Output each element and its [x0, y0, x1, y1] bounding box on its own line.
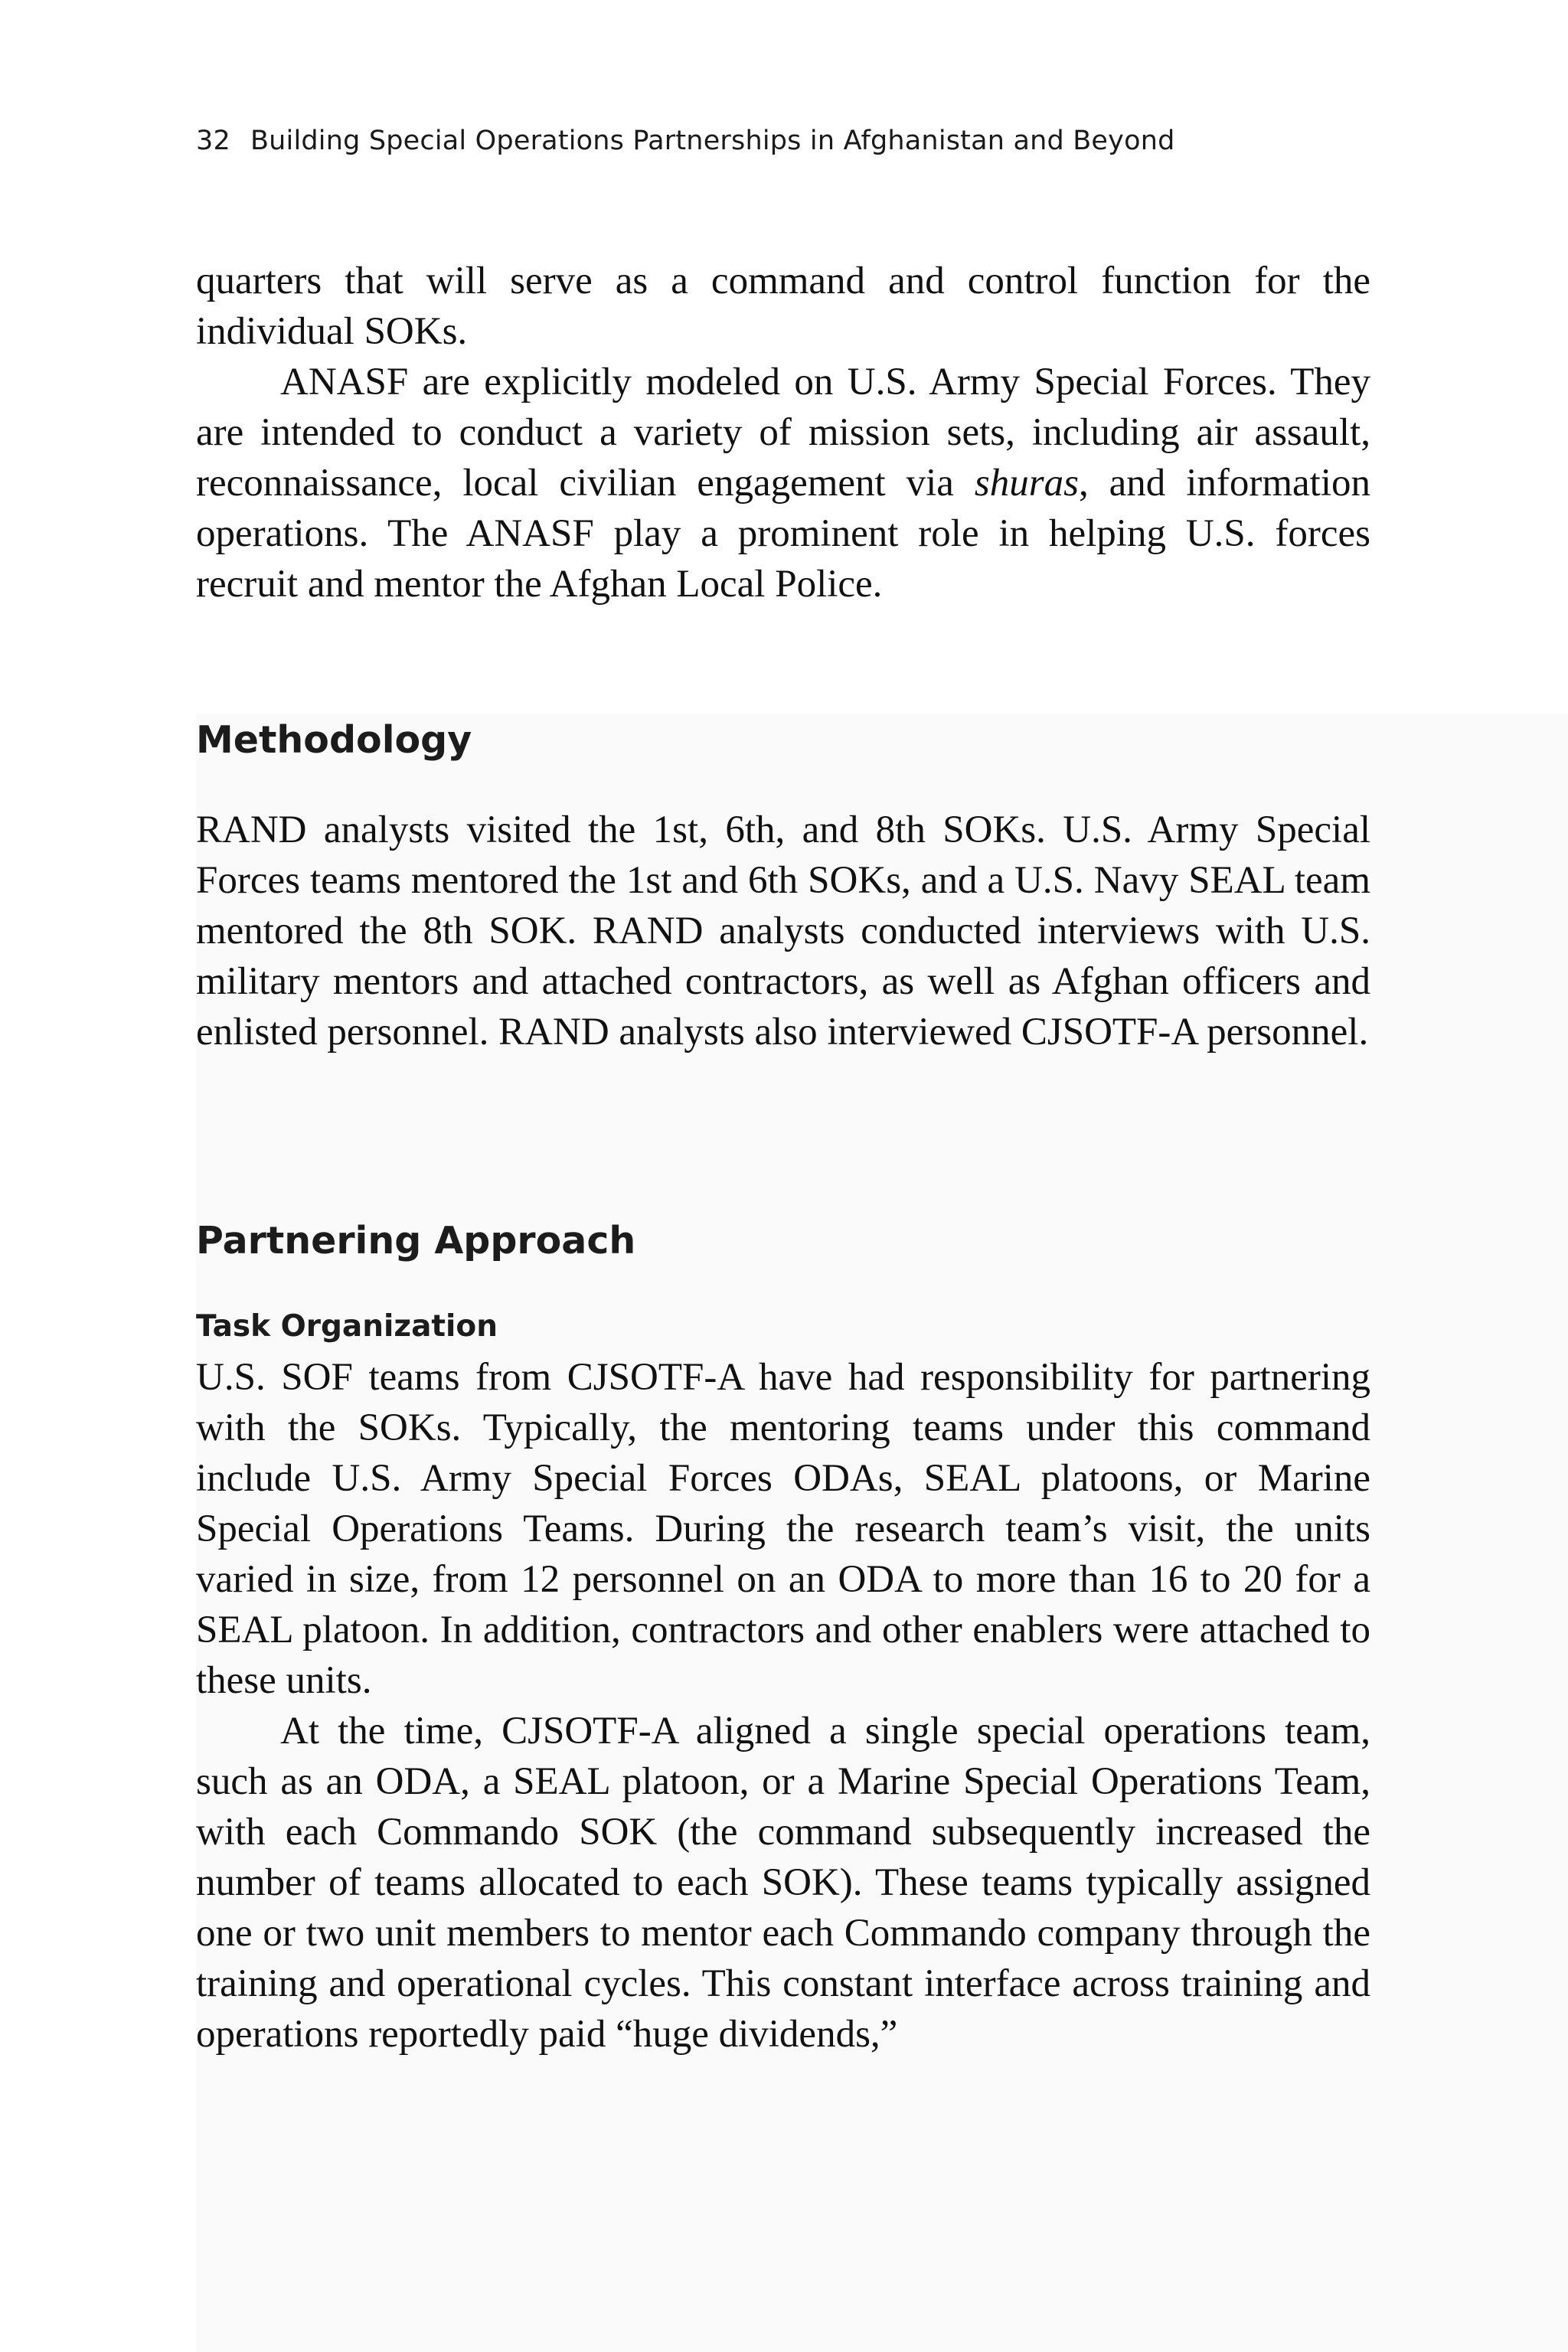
running-title: Building Special Operations Partnerships in Afghanistan and Beyond — [250, 126, 1175, 156]
page-number: 32 — [196, 126, 230, 156]
methodology-paragraph: RAND analysts visited the 1st, 6th, and 8th SOKs. U.S. Army Special Forces teams mentored the 1st and 6th SOKs, and a U.S. Navy SEAL team mentored the 8th SOK. RAND analysts conducted interviews with U.S. military mentors and attached contractors, as well as Afghan officers and enlisted personnel. RAND analysts also interviewed CJSOTF-A personnel. — [196, 808, 1370, 1054]
shuras-term: shuras — [974, 462, 1079, 505]
intro-paragraph-2-text-a: ANASF are explicitly modeled on U.S. Army Special Forces. They are intended to conduct a variety of mission sets, including air assault, reconnaissance, local civilian engagement via — [196, 361, 1370, 505]
running-header — [196, 126, 1175, 156]
partnering-approach-heading: Partnering Approach — [196, 1219, 636, 1263]
task-organization-subheading: Task Organization — [196, 1309, 498, 1344]
partnering-paragraph-1: U.S. SOF teams from CJSOTF-A have had responsibility for partnering with the SOKs. Typically, the mentoring teams under this command include U.S. Army Special Forces ODAs, SEAL platoons, or Marine Special Operations Teams. During the research team’s visit, the units varied in size, from 12 personnel on an ODA to more than 16 to 20 for a SEAL platoon. In addition, contractors and other enablers were attached to these units. — [196, 1356, 1370, 1702]
intro-paragraph-1: quarters that will serve as a command and control function for the individual SOKs. — [196, 260, 1370, 353]
partnering-section — [196, 1352, 1370, 2060]
methodology-section — [196, 805, 1370, 1057]
intro-section — [196, 256, 1370, 609]
intro-paragraph-2 — [196, 357, 1370, 609]
partnering-paragraph-2: At the time, CJSOTF-A aligned a single special operations team, such as an ODA, a SEAL platoon, or a Marine Special Operations Team, with each Commando SOK (the command subsequently increased the number of teams allocated to each SOK). These teams typically assigned one or two unit members to mentor each Commando company through the training and operational cycles. This constant interface across training and operations reportedly paid “huge dividends,” — [196, 1710, 1370, 2056]
intro-paragraph-2-text-b: , and information operations. The ANASF play a prominent role in helping U.S. forces recruit and mentor the Afghan Local Police. — [196, 462, 1370, 606]
methodology-heading: Methodology — [196, 718, 472, 762]
